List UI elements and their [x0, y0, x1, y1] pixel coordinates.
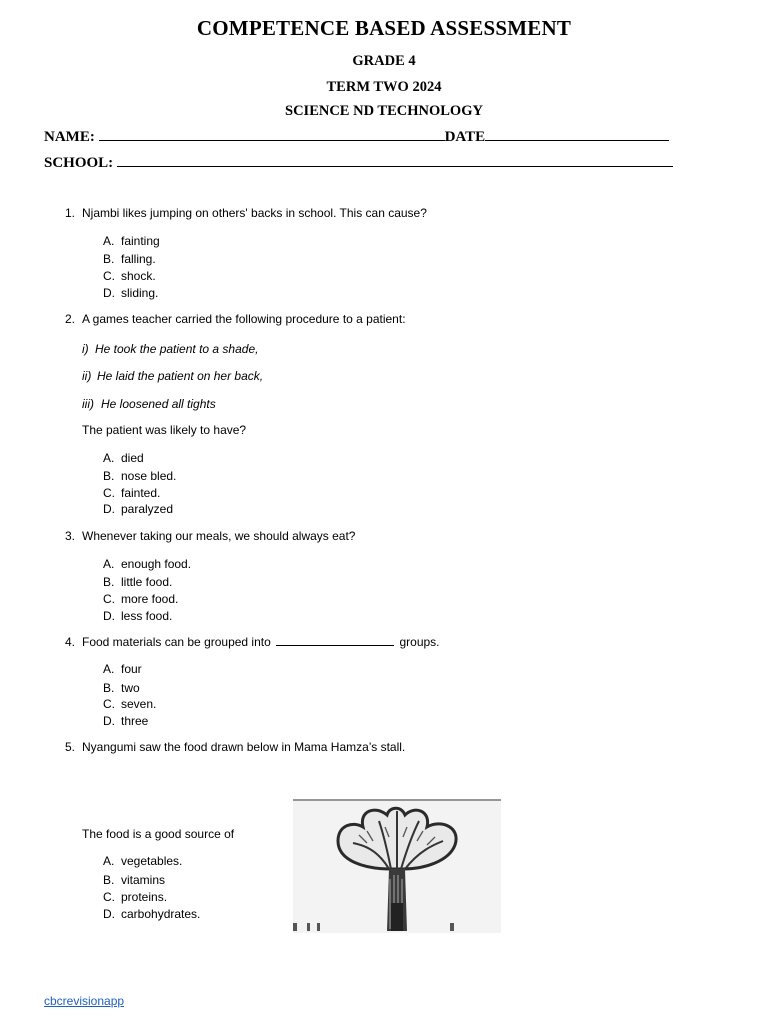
- date-label: DATE: [444, 129, 486, 145]
- question-4-text-before: Food materials can be grouped into: [82, 635, 271, 649]
- option-text: died: [121, 451, 144, 465]
- option-letter: A.: [103, 234, 115, 248]
- procedure-step-number: ii): [82, 369, 92, 383]
- name-input-line[interactable]: [99, 128, 445, 141]
- option-letter: A.: [103, 557, 115, 571]
- option-text: three: [121, 714, 149, 728]
- date-input-line[interactable]: [485, 128, 669, 141]
- option-letter: A.: [103, 662, 115, 676]
- school-input-line[interactable]: [117, 154, 673, 167]
- option-letter: D.: [103, 907, 115, 921]
- option-letter: D.: [103, 502, 115, 516]
- subject-label: SCIENCE ND TECHNOLOGY: [285, 103, 483, 119]
- option-text: vitamins: [121, 873, 166, 887]
- option-text: paralyzed: [121, 502, 174, 516]
- question-5-text: Nyangumi saw the food drawn below in Mama Hamza’s stall.: [82, 740, 406, 754]
- question-4-text: [82, 635, 440, 649]
- question-number: 4.: [65, 635, 76, 649]
- question-2-text: A games teacher carried the following procedure to a patient:: [82, 312, 406, 326]
- option-letter: A.: [103, 854, 115, 868]
- question-number: 3.: [65, 529, 76, 543]
- option-letter: D.: [103, 609, 115, 623]
- procedure-step-number: i): [82, 342, 89, 356]
- option-text: vegetables.: [121, 854, 183, 868]
- option-text: more food.: [121, 592, 179, 606]
- option-text: shock.: [121, 269, 156, 283]
- option-letter: D.: [103, 286, 115, 300]
- option-letter: C.: [103, 486, 115, 500]
- option-letter: A.: [103, 451, 115, 465]
- procedure-step-text: He laid the patient on her back,: [97, 369, 264, 383]
- option-text: enough food.: [121, 557, 192, 571]
- procedure-step-text: He took the patient to a shade,: [95, 342, 259, 356]
- school-row: [44, 154, 673, 172]
- question-2-followup: The patient was likely to have?: [82, 423, 247, 437]
- option-text: little food.: [121, 575, 173, 589]
- option-letter: C.: [103, 697, 115, 711]
- option-letter: C.: [103, 890, 115, 904]
- procedure-step-number: iii): [82, 397, 94, 411]
- option-letter: B.: [103, 575, 115, 589]
- footer-link[interactable]: cbcrevisionapp: [44, 994, 125, 1008]
- school-label: SCHOOL:: [44, 155, 114, 171]
- name-label: NAME:: [44, 129, 95, 145]
- question-1-text: Njambi likes jumping on others' backs in school. This can cause?: [82, 206, 427, 220]
- option-letter: C.: [103, 269, 115, 283]
- vegetable-plant-icon: [293, 799, 501, 933]
- option-text: sliding.: [121, 286, 159, 300]
- question-5-followup: The food is a good source of: [82, 827, 235, 841]
- option-letter: B.: [103, 252, 115, 266]
- question-3-text: Whenever taking our meals, we should always eat?: [82, 529, 356, 543]
- option-text: two: [121, 681, 140, 695]
- option-letter: D.: [103, 714, 115, 728]
- name-date-row: [44, 128, 669, 146]
- option-letter: C.: [103, 592, 115, 606]
- option-text: fainting: [121, 234, 160, 248]
- option-text: four: [121, 662, 142, 676]
- question-number: 1.: [65, 206, 76, 220]
- option-letter: B.: [103, 469, 115, 483]
- question-number: 5.: [65, 740, 76, 754]
- grade-label: GRADE 4: [352, 53, 416, 69]
- question-4-text-after: groups.: [399, 635, 440, 649]
- option-text: nose bled.: [121, 469, 177, 483]
- option-text: fainted.: [121, 486, 161, 500]
- option-letter: B.: [103, 873, 115, 887]
- assessment-title: COMPETENCE BASED ASSESSMENT: [196, 16, 572, 40]
- option-text: proteins.: [121, 890, 168, 904]
- procedure-step-text: He loosened all tights: [101, 397, 216, 411]
- question-number: 2.: [65, 312, 76, 326]
- option-text: seven.: [121, 697, 157, 711]
- option-text: less food.: [121, 609, 173, 623]
- option-letter: B.: [103, 681, 115, 695]
- answer-blank-line[interactable]: [276, 635, 394, 646]
- option-text: carbohydrates.: [121, 907, 201, 921]
- option-text: falling.: [121, 252, 156, 266]
- term-label: TERM TWO 2024: [326, 79, 442, 95]
